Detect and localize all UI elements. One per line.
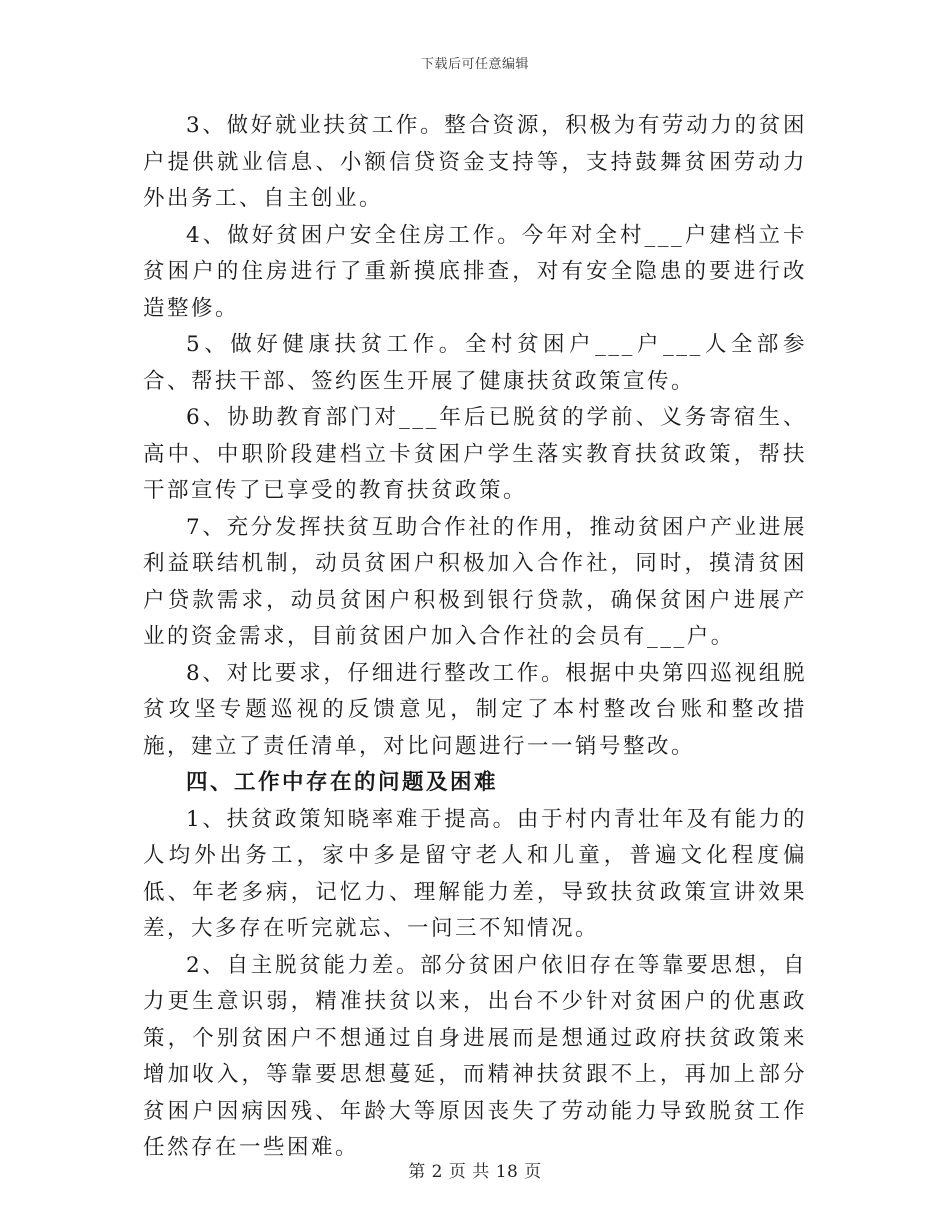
paragraph-cooperative: 7、充分发挥扶贫互助合作社的作用，推动贫困户产业进展利益联结机制，动员贫困户积极加入合作社，同时，摸清贫困户贷款需求，动员贫困户积极到银行贷款，确保贫困户进展产业的资金需求，目前贫困户加入合作社的会员有___户。 xyxy=(143,514,807,649)
page-number: 第 2 页 共 18 页 xyxy=(408,1162,542,1182)
paragraph-self-reliance: 2、自主脱贫能力差。部分贫困户依旧存在等靠要思想，自力更生意识弱，精准扶贫以来，出台不少针对贫困户的优惠政策，个别贫困户不想通过自身进展而是想通过政府扶贫政策来增加收入，等靠要思想蔓延，而精神扶贫跟不上，再加上部分贫困户因病因残、年龄大等原因丧失了劳动能力导致脱贫工作任然存在一些困难。 xyxy=(143,952,807,1160)
paragraph-education: 6、协助教育部门对___年后已脱贫的学前、义务寄宿生、高中、中职阶段建档立卡贫困户学生落实教育扶贫政策，帮扶干部宣传了已享受的教育扶贫政策。 xyxy=(143,405,807,503)
section-heading: 四、工作中存在的问题及困难 xyxy=(186,770,499,795)
paragraph-housing: 4、做好贫困户安全住房工作。今年对全村___户建档立卡贫困户的住房进行了重新摸底排查，对有安全隐患的要进行改造整修。 xyxy=(143,222,807,321)
document-body xyxy=(143,108,807,1167)
paragraph-health: 5、做好健康扶贫工作。全村贫困户___户___人全部参合、帮扶干部、签约医生开展了健康扶贫政策宣传。 xyxy=(143,332,807,394)
paragraph-rectification: 8、对比要求，仔细进行整改工作。根据中央第四巡视组脱贫攻坚专题巡视的反馈意见，制定了本村整改台账和整改措施，建立了责任清单，对比问题进行一一销号整改。 xyxy=(143,660,807,759)
paragraph-policy-awareness: 1、扶贫政策知晓率难于提高。由于村内青壮年及有能力的人均外出务工，家中多是留守老人和儿童，普遍文化程度偏低、年老多病，记忆力、理解能力差，导致扶贫政策宣讲效果差，大多存在听完就忘、一问三不知情况。 xyxy=(143,806,807,941)
page-header: 下载后可任意编辑 xyxy=(420,57,529,72)
paragraph-employment: 3、做好就业扶贫工作。整合资源，积极为有劳动力的贫困户提供就业信息、小额信贷资金支持等，支持鼓舞贫困劳动力外出务工、自主创业。 xyxy=(143,113,807,211)
